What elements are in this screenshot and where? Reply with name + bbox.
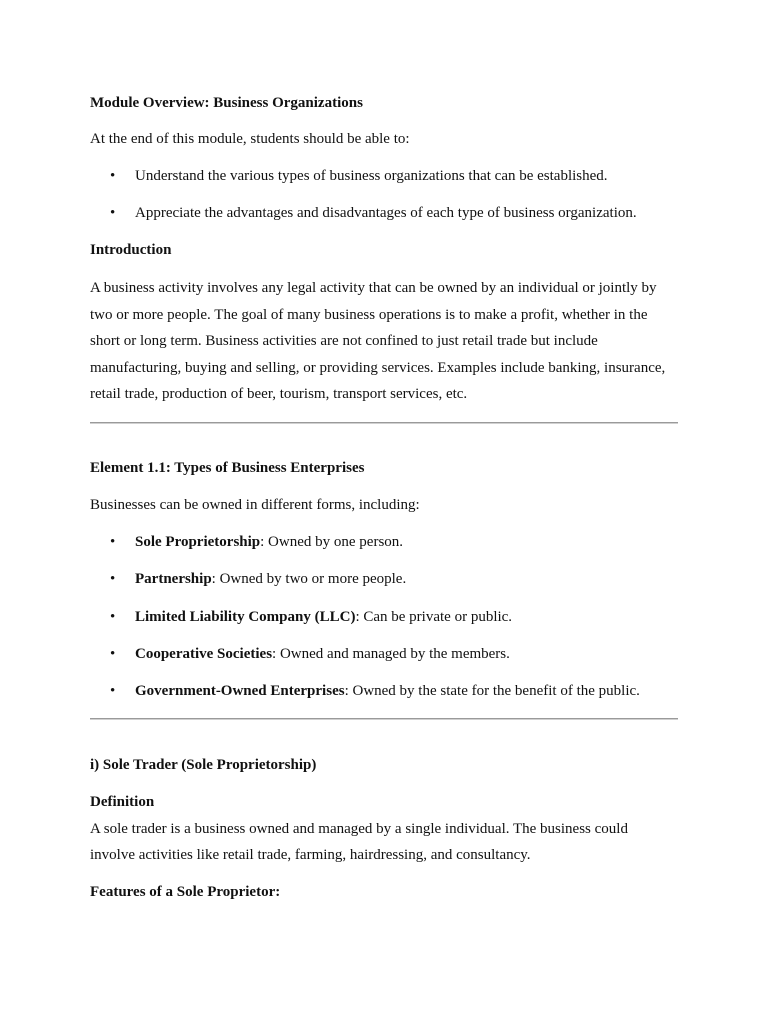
objective-text: Understand the various types of business organizations that can be established. bbox=[135, 168, 608, 184]
introduction-heading: Introduction bbox=[90, 242, 172, 258]
features-heading: Features of a Sole Proprietor: bbox=[90, 884, 281, 900]
bullet-icon: • bbox=[110, 571, 116, 587]
horizontal-divider bbox=[90, 422, 678, 424]
sole-trader-heading: i) Sole Trader (Sole Proprietorship) bbox=[90, 757, 317, 773]
horizontal-divider bbox=[90, 718, 678, 720]
business-type-desc: : Owned by the state for the benefit of the public. bbox=[344, 683, 640, 699]
introduction-line: two or more people. The goal of many business operations is to make a profit, whether in the bbox=[90, 307, 648, 323]
element-intro: Businesses can be owned in different forms, including: bbox=[90, 497, 420, 513]
module-title: Module Overview: Business Organizations bbox=[90, 95, 363, 111]
bullet-icon: • bbox=[110, 168, 116, 184]
bullet-icon: • bbox=[110, 683, 116, 699]
definition-heading: Definition bbox=[90, 794, 155, 810]
definition-line: involve activities like retail trade, farming, hairdressing, and consultancy. bbox=[90, 847, 531, 863]
bullet-icon: • bbox=[110, 609, 116, 625]
introduction-line: manufacturing, buying and selling, or providing services. Examples include banking, insurance, bbox=[90, 360, 666, 376]
introduction-line: short or long term. Business activities are not confined to just retail trade but include bbox=[90, 333, 598, 349]
business-type-desc: : Owned and managed by the members. bbox=[272, 646, 510, 662]
definition-line: A sole trader is a business owned and managed by a single individual. The business could bbox=[90, 821, 628, 837]
bullet-icon: • bbox=[110, 534, 116, 550]
introduction-line: retail trade, production of beer, tourism, transport services, etc. bbox=[90, 386, 468, 402]
business-type-term: Partnership bbox=[135, 571, 212, 587]
business-type-term: Government-Owned Enterprises bbox=[135, 683, 345, 699]
business-type-term: Limited Liability Company (LLC) bbox=[135, 609, 356, 625]
business-type-term: Cooperative Societies bbox=[135, 646, 273, 662]
module-intro: At the end of this module, students should be able to: bbox=[90, 131, 410, 147]
business-type-term: Sole Proprietorship bbox=[135, 534, 261, 550]
business-type-desc: : Can be private or public. bbox=[355, 609, 513, 625]
business-type-desc: : Owned by two or more people. bbox=[211, 571, 407, 587]
business-type-desc: : Owned by one person. bbox=[260, 534, 404, 550]
element-heading: Element 1.1: Types of Business Enterprises bbox=[90, 460, 365, 476]
bullet-icon: • bbox=[110, 646, 116, 662]
objective-text: Appreciate the advantages and disadvantages of each type of business organization. bbox=[135, 205, 637, 221]
bullet-icon: • bbox=[110, 205, 116, 221]
introduction-line: A business activity involves any legal activity that can be owned by an individual or jointly by bbox=[90, 280, 657, 296]
